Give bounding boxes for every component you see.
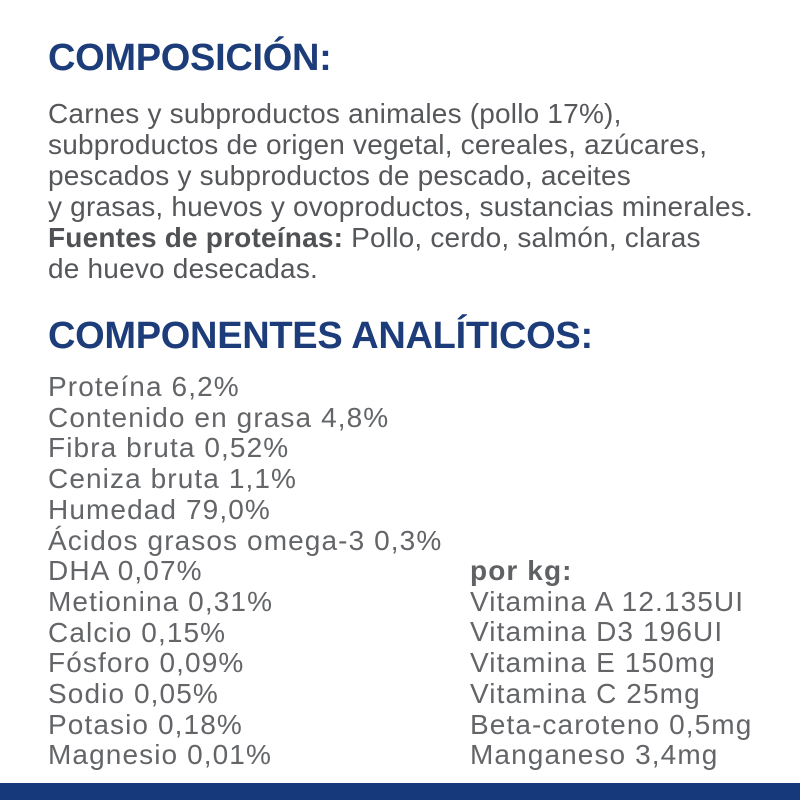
per-kg-list — [470, 587, 752, 771]
bottom-band — [0, 783, 800, 800]
protein-sources-label: Fuentes de proteínas: — [48, 222, 344, 253]
analytical-item: Magnesio 0,01% — [48, 739, 272, 771]
analytical-item: Proteína 6,2% — [48, 371, 240, 402]
composition-line: y grasas, huevos y ovoproductos, sustancias minerales. — [48, 191, 753, 222]
protein-sources-value: Pollo, cerdo, salmón, claras — [351, 222, 701, 253]
analytical-item: Potasio 0,18% — [48, 708, 243, 740]
analytical-item: DHA 0,07% — [48, 555, 203, 587]
analytical-list — [48, 372, 442, 771]
composition-line: pescados y subproductos de pescado, aceites — [48, 160, 631, 191]
per-kg-label: por kg: — [470, 555, 573, 586]
analytical-item: Fósforo 0,09% — [48, 647, 245, 679]
per-kg-item: Vitamina A 12.135UI — [470, 585, 745, 617]
composition-line: de huevo desecadas. — [48, 253, 319, 284]
composition-line: subproductos de origen vegetal, cereales, azúcares, — [48, 129, 708, 160]
analytical-item: Metionina 0,31% — [48, 585, 274, 617]
analytical-heading: COMPONENTES ANALÍTICOS: — [48, 315, 593, 357]
composition-heading: COMPOSICIÓN: — [48, 37, 332, 79]
composition-line — [48, 222, 768, 253]
analytical-item: Ácidos grasos omega-3 0,3% — [48, 524, 443, 556]
composition-line: Carnes y subproductos animales (pollo 17%), — [48, 98, 622, 129]
per-kg-item: Vitamina C 25mg — [470, 677, 701, 709]
analytical-item: Calcio 0,15% — [48, 616, 227, 648]
analytical-item: Fibra bruta 0,52% — [48, 432, 290, 464]
per-kg-item: Vitamina E 150mg — [470, 647, 716, 679]
per-kg-item: Beta-caroteno 0,5mg — [470, 708, 753, 740]
per-kg-item: Manganeso 3,4mg — [470, 739, 719, 771]
analytical-item: Sodio 0,05% — [48, 678, 219, 710]
analytical-item: Ceniza bruta 1,1% — [48, 463, 298, 495]
analytical-item: Contenido en grasa 4,8% — [48, 401, 390, 433]
per-kg-block — [470, 556, 752, 771]
composition-text — [48, 98, 768, 284]
analytical-item: Humedad 79,0% — [48, 493, 271, 525]
per-kg-item: Vitamina D3 196UI — [470, 616, 724, 648]
